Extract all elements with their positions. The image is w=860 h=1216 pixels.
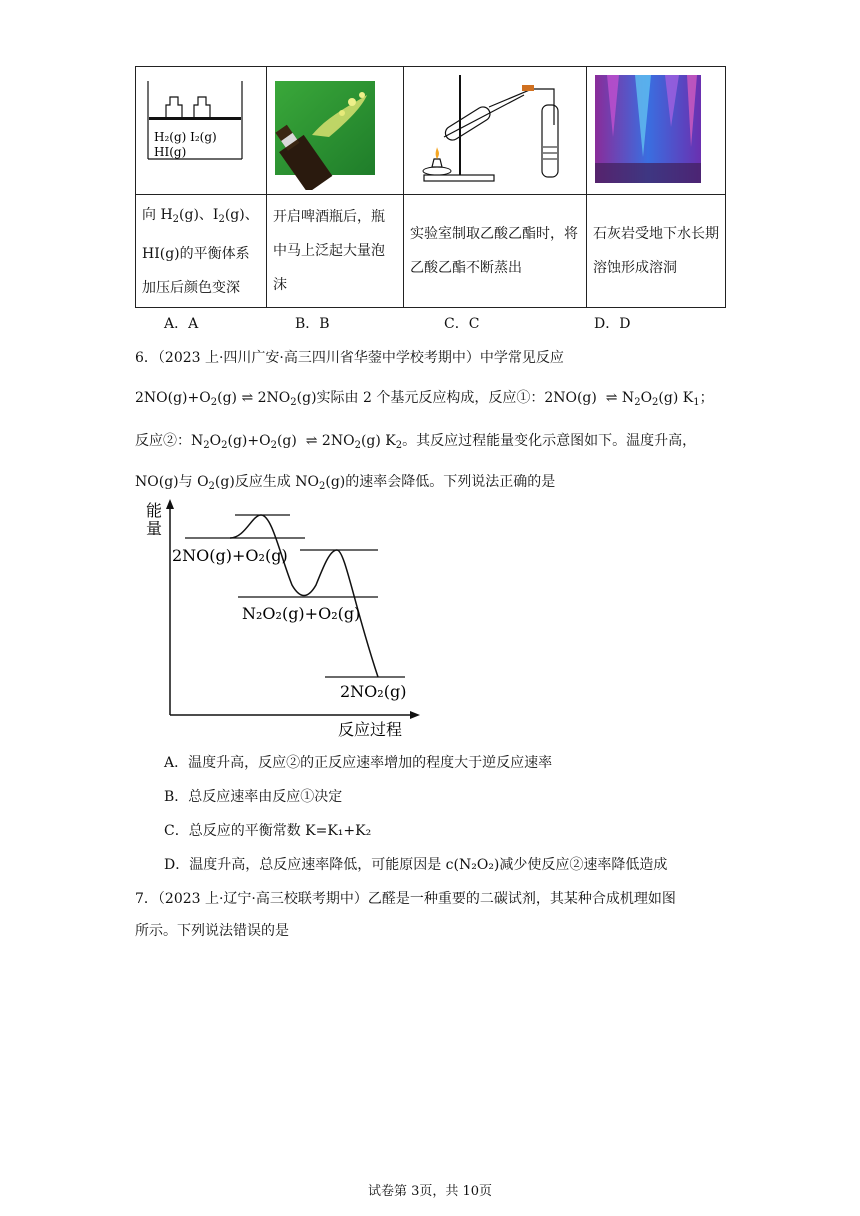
page-footer: 试卷第 3页，共 10页 [367,1184,493,1199]
q5-option-b[interactable]: B．B [295,316,330,332]
option-text-b [267,195,404,308]
q5-option-c[interactable]: C．C [444,316,480,332]
vessel-label-2: HI(g) [154,145,187,159]
q6-line-4: NO(g)与 $O_2(g)$反应生成 $NO_2(g)$的速率会降低。下列说法正确的是 [135,474,556,492]
q7-line-2: 所示。下列说法错误的是 [135,923,289,939]
q6-choice-a[interactable]: A．温度升高，反应②的正反应速率增加的程度大于逆反应速率 [164,755,553,771]
beer-bottle-photo [267,67,404,190]
q5-option-d[interactable]: D．D [594,316,631,332]
pic-cell-b [267,67,404,195]
q6-header: 6．（2023 上·四川广安·高三四川省华蓥中学校考期中）中学常见反应 [135,350,564,366]
option-text-d [587,195,726,308]
vessel-label-1: H₂(g) I₂(g) [154,130,217,144]
energy-diagram [130,495,430,745]
gas-vessel-figure [136,67,267,190]
option-text-a [136,195,267,308]
species-intermediate: N₂O₂(g)+O₂(g) [242,604,361,623]
q7-line-1: 7．（2023 上·辽宁·高三校联考期中）乙醛是一种重要的二碳试剂，其某种合成机理如图 [135,891,676,907]
pic-cell-c [404,67,587,195]
q6-line-3: 反应②：$N_2O_2(g)+O_2(g)$ ⇌ $2NO_2(g)$ $K_2$。其反应过程能量变化示意图如下。温度升高， [135,433,697,451]
pic-cell-a [136,67,267,195]
cave-photo [587,67,726,190]
q5-option-a[interactable]: A．A [164,316,199,332]
q6-choice-b[interactable]: B．总反应速率由反应①决定 [164,789,343,805]
q6-choice-d[interactable]: D．温度升高，总反应速率降低，可能原因是 c(N₂O₂)减少使反应②速率降低造成 [164,857,668,873]
species-products: 2NO₂(g) [340,682,407,701]
cell-text-d: 石灰岩受地下水长期溶蚀形成溶洞 [593,226,719,276]
pic-cell-d [587,67,726,195]
cell-text-c: 实验室制取乙酸乙酯时，将乙酸乙酯不断蒸出 [410,226,578,276]
q6-choice-c[interactable]: C．总反应的平衡常数 K=K₁+K₂ [164,823,372,839]
x-label: 反应过程 [338,720,403,739]
y-label-2: 量 [146,519,163,538]
y-label-1: 能 [146,501,163,520]
option-text-c [404,195,587,308]
options-table [135,66,726,308]
cell-text-b: 开启啤酒瓶后，瓶中马上泛起大量泡沫 [273,209,385,293]
cell-text-a: 向 $H_2(g)$、$I_2(g)$、HI(g)的平衡体系加压后颜色变深 [142,206,259,296]
species-reactants: 2NO(g)+O₂(g) [172,546,288,565]
q6-line-2: $2NO(g)+O_2(g)$ ⇌ $2NO_2(g)$实际由 2 个基元反应构成，反应①：2NO(g) ⇌ $N_2O_2(g)$ $K_1$； [135,390,714,408]
distillation-apparatus [404,67,587,190]
